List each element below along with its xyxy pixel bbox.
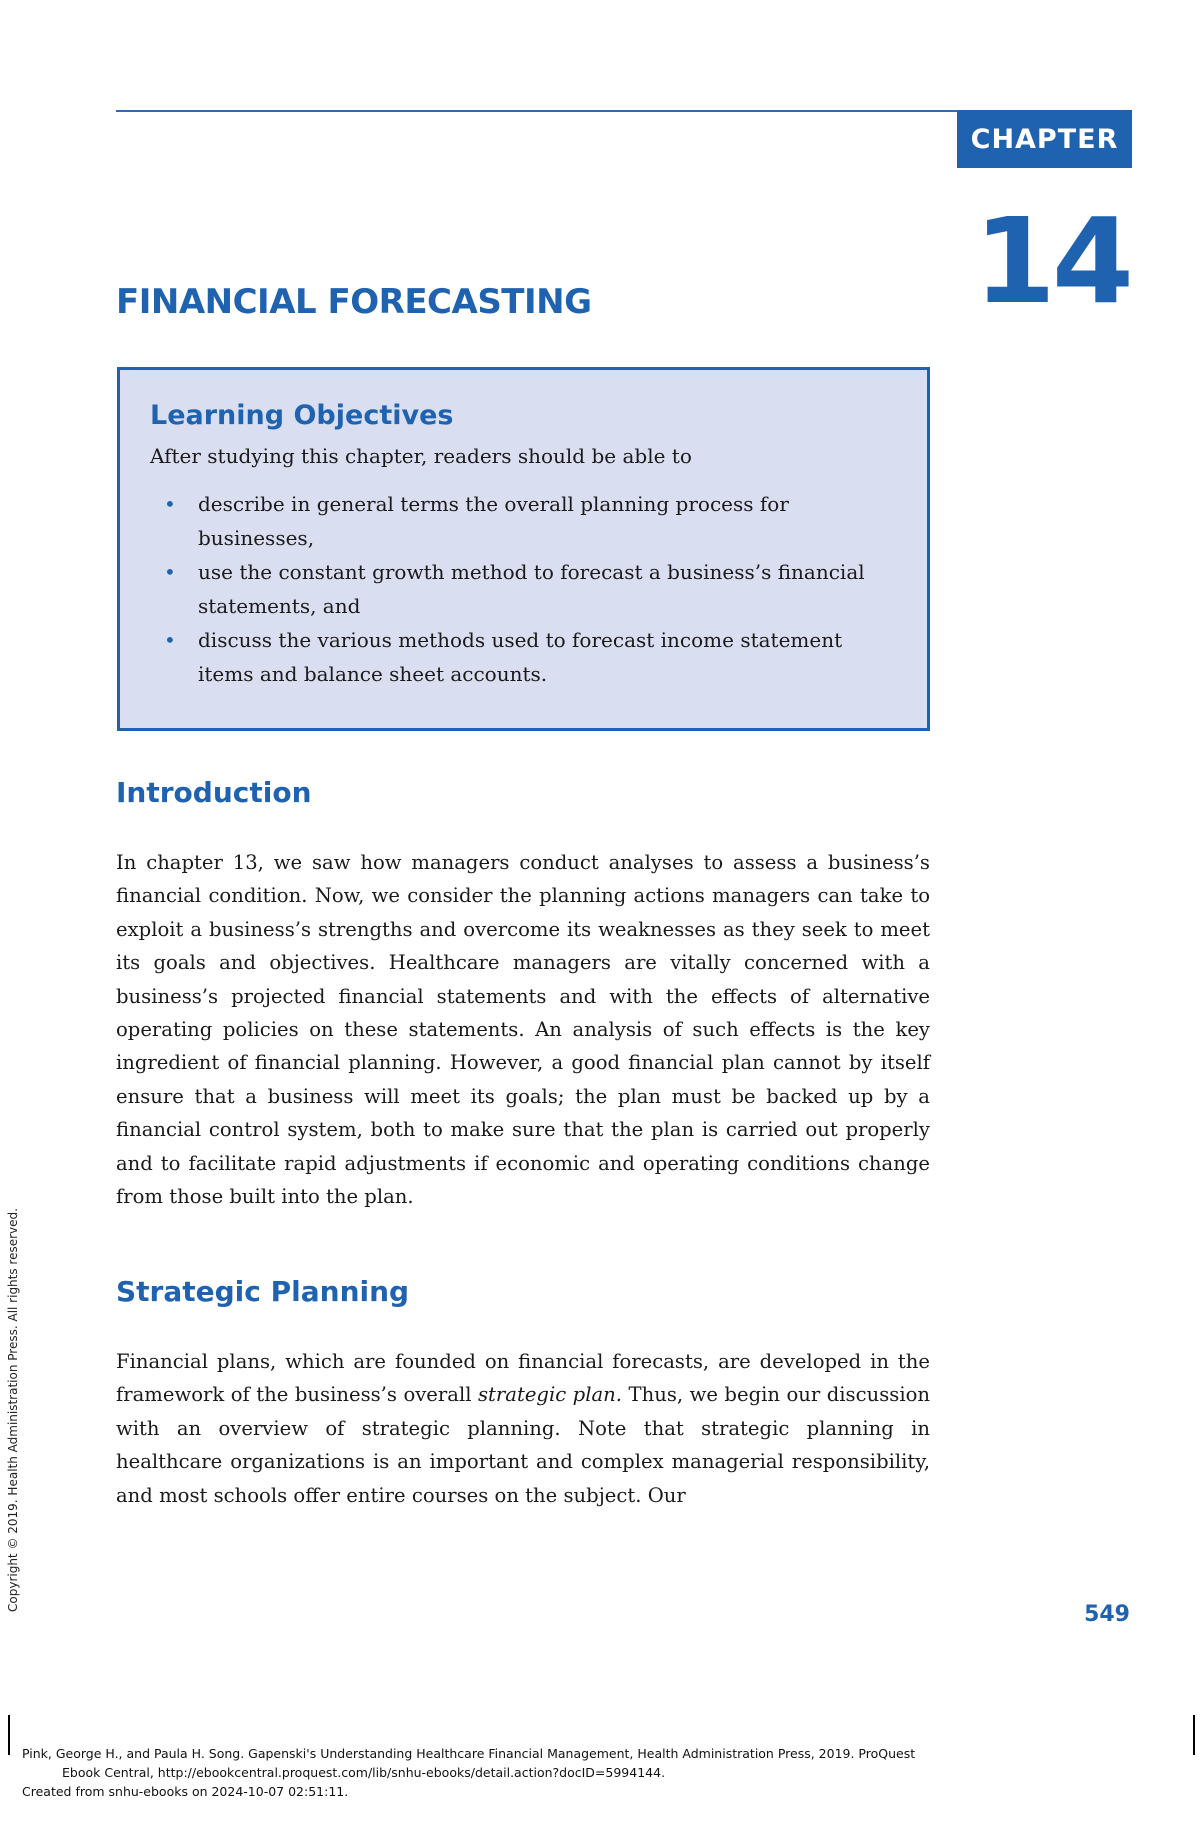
footer-line-1: Pink, George H., and Paula H. Song. Gapenski's Understanding Healthcare Financial Management, Health Administration Press, 2019. ProQuest bbox=[22, 1746, 916, 1761]
crop-mark-right bbox=[1193, 1715, 1195, 1755]
side-copyright: Copyright © 2019. Health Administration Press. All rights reserved. bbox=[6, 1208, 20, 1612]
objective-text: discuss the various methods used to forecast income statement items and balance sheet accounts. bbox=[198, 628, 843, 686]
list-item bbox=[150, 555, 897, 623]
list-item bbox=[150, 487, 897, 555]
section-heading-strategic-planning: Strategic Planning bbox=[116, 1275, 410, 1308]
paragraph-text: Thus, we begin our discussion with an overview of strategic planning. Note that strategic planning in healthcare organizations is an important and complex managerial responsibility, and most schools offer entire courses on the subject. Our bbox=[116, 1383, 931, 1507]
learning-objectives-intro: After studying this chapter, readers should be able to bbox=[150, 444, 692, 468]
bullet-icon: • bbox=[164, 492, 176, 516]
chapter-label: CHAPTER bbox=[957, 110, 1132, 168]
bullet-icon: • bbox=[164, 628, 176, 652]
emphasis-term: strategic plan. bbox=[477, 1383, 623, 1407]
bullet-icon: • bbox=[164, 560, 176, 584]
list-item bbox=[150, 623, 897, 691]
objective-text: describe in general terms the overall planning process for businesses, bbox=[198, 492, 789, 550]
learning-objectives-box bbox=[117, 367, 930, 731]
introduction-paragraph: In chapter 13, we saw how managers conduct analyses to assess a business’s financial condition. Now, we consider the planning actions managers can take to exploit a business’s strengths and overcome its weaknesses as they seek to meet its goals and objectives. Healthcare managers are vitally concerned with a business’s projected financial statements and with the effects of alternative operating policies on these statements. An analysis of such effects is the key ingredient of financial planning. However, a good financial plan cannot by itself ensure that a business will meet its goals; the plan must be backed up by a financial control system, both to make sure that the plan is carried out properly and to facilitate rapid adjustments if economic and operating conditions change from those built into the plan. bbox=[116, 851, 930, 1209]
footer-line-2: Ebook Central, http://ebookcentral.proquest.com/lib/snhu-ebooks/detail.action?docID=5994144. bbox=[62, 1765, 666, 1780]
learning-objectives-list bbox=[150, 487, 897, 691]
chapter-title: FINANCIAL FORECASTING bbox=[116, 282, 592, 322]
paragraph-text: Financial plans, which are founded on financial forecasts, are developed in the framework of the business’s overall bbox=[116, 1350, 930, 1407]
footer-line-3: Created from snhu-ebooks on 2024-10-07 02:51:11. bbox=[22, 1784, 349, 1799]
strategic-planning-paragraph bbox=[116, 1345, 930, 1512]
chapter-number: 14 bbox=[973, 192, 1130, 330]
footer-citation bbox=[22, 1744, 1172, 1801]
objective-text: use the constant growth method to forecast a business’s financial statements, and bbox=[198, 560, 865, 618]
section-heading-introduction: Introduction bbox=[116, 776, 312, 809]
page-number: 549 bbox=[1084, 1602, 1130, 1627]
crop-mark-left bbox=[8, 1715, 10, 1755]
learning-objectives-heading: Learning Objectives bbox=[150, 400, 454, 431]
